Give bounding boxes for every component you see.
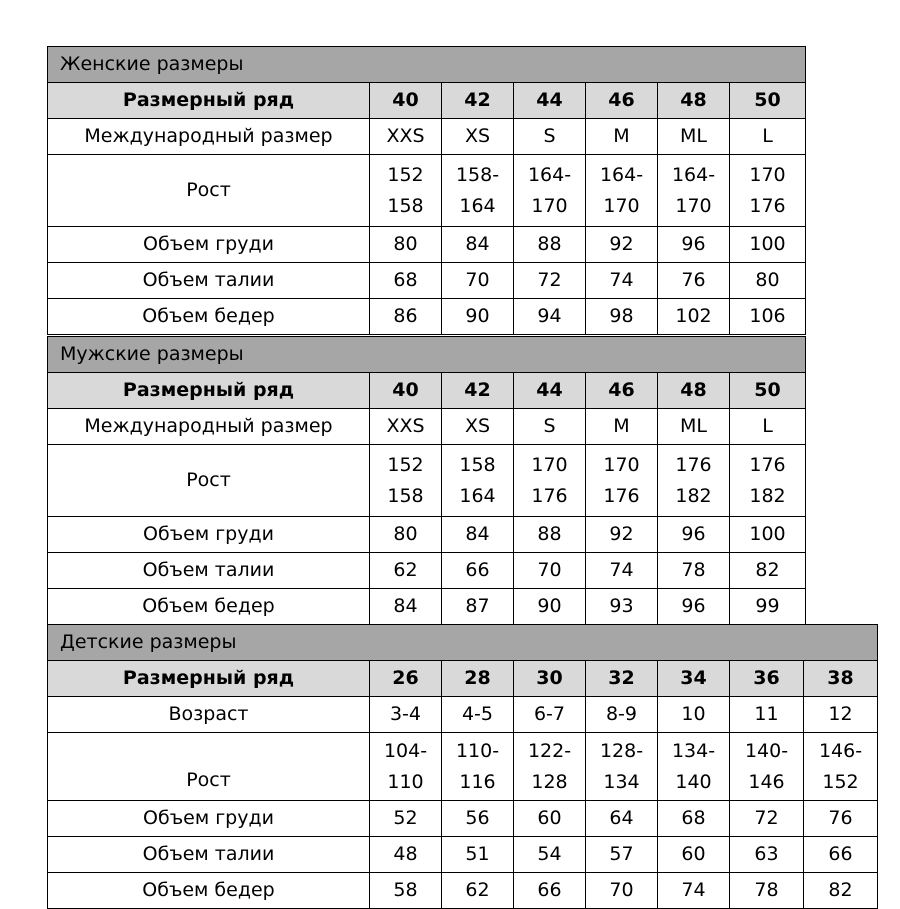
- value-cell: 64: [586, 801, 658, 837]
- value-cell: 74: [586, 553, 658, 589]
- value-cell: 170 176: [586, 445, 658, 517]
- value-cell: XS: [442, 119, 514, 155]
- value-cell: 51: [442, 837, 514, 873]
- value-cell: 80: [730, 263, 806, 299]
- women-size-cell: 46: [586, 83, 658, 119]
- table-row: [48, 553, 806, 589]
- value-cell: 54: [514, 837, 586, 873]
- women-size-table: [47, 46, 806, 335]
- men-section-title: Мужские размеры: [48, 337, 806, 373]
- women-size-cell: 40: [370, 83, 442, 119]
- value-cell: 76: [804, 801, 878, 837]
- value-cell: 8-9: [586, 697, 658, 733]
- value-cell: 93: [586, 589, 658, 625]
- value-cell: 90: [514, 589, 586, 625]
- row-label: Объем бедер: [48, 873, 370, 909]
- value-cell: 68: [370, 263, 442, 299]
- value-cell: 6-7: [514, 697, 586, 733]
- value-cell: 99: [730, 589, 806, 625]
- table-row: [48, 155, 806, 227]
- value-cell: 60: [514, 801, 586, 837]
- kids-size-cell: 32: [586, 661, 658, 697]
- value-cell: 96: [658, 589, 730, 625]
- value-cell: S: [514, 409, 586, 445]
- row-label: Рост: [48, 445, 370, 517]
- table-row: [48, 227, 806, 263]
- women-size-cell: 42: [442, 83, 514, 119]
- table-row: [48, 697, 878, 733]
- row-label: Объем груди: [48, 801, 370, 837]
- value-cell: 80: [370, 227, 442, 263]
- value-cell: 122- 128: [514, 733, 586, 801]
- value-cell: 90: [442, 299, 514, 335]
- value-cell: 158- 164: [442, 155, 514, 227]
- value-cell: 98: [586, 299, 658, 335]
- value-cell: 66: [514, 873, 586, 909]
- value-cell: 62: [442, 873, 514, 909]
- value-cell: 84: [370, 589, 442, 625]
- value-cell: 78: [658, 553, 730, 589]
- row-label: Возраст: [48, 697, 370, 733]
- table-row: [48, 409, 806, 445]
- table-row: [48, 119, 806, 155]
- value-cell: 92: [586, 227, 658, 263]
- value-cell: 74: [586, 263, 658, 299]
- value-cell: 10: [658, 697, 730, 733]
- men-size-cell: 48: [658, 373, 730, 409]
- row-label: Рост: [48, 733, 370, 801]
- table-row: [48, 589, 806, 625]
- men-size-cell: 50: [730, 373, 806, 409]
- value-cell: 70: [514, 553, 586, 589]
- men-size-table: [47, 336, 806, 625]
- table-row: [48, 837, 878, 873]
- men-size-cell: 46: [586, 373, 658, 409]
- kids-size-cell: 30: [514, 661, 586, 697]
- value-cell: 63: [730, 837, 804, 873]
- value-cell: M: [586, 409, 658, 445]
- row-label: Объем груди: [48, 517, 370, 553]
- value-cell: 146- 152: [804, 733, 878, 801]
- value-cell: 78: [730, 873, 804, 909]
- value-cell: 152 158: [370, 155, 442, 227]
- value-cell: 164- 170: [586, 155, 658, 227]
- kids-size-cell: 28: [442, 661, 514, 697]
- men-header-label: Размерный ряд: [48, 373, 370, 409]
- value-cell: 104- 110: [370, 733, 442, 801]
- women-size-cell: 50: [730, 83, 806, 119]
- table-row: [48, 873, 878, 909]
- kids-size-cell: 26: [370, 661, 442, 697]
- row-label: Объем талии: [48, 553, 370, 589]
- value-cell: 110- 116: [442, 733, 514, 801]
- value-cell: 96: [658, 517, 730, 553]
- value-cell: 86: [370, 299, 442, 335]
- row-label: Международный размер: [48, 119, 370, 155]
- row-label: Объем груди: [48, 227, 370, 263]
- value-cell: 52: [370, 801, 442, 837]
- table-row: [48, 263, 806, 299]
- value-cell: M: [586, 119, 658, 155]
- value-cell: 48: [370, 837, 442, 873]
- row-label: Международный размер: [48, 409, 370, 445]
- value-cell: 100: [730, 227, 806, 263]
- kids-size-cell: 38: [804, 661, 878, 697]
- value-cell: 82: [804, 873, 878, 909]
- value-cell: 164- 170: [514, 155, 586, 227]
- value-cell: XXS: [370, 119, 442, 155]
- value-cell: 158 164: [442, 445, 514, 517]
- value-cell: 170 176: [730, 155, 806, 227]
- table-row: [48, 299, 806, 335]
- women-section-title: Женские размеры: [48, 47, 806, 83]
- men-size-cell: 40: [370, 373, 442, 409]
- value-cell: 170 176: [514, 445, 586, 517]
- value-cell: 70: [586, 873, 658, 909]
- value-cell: 12: [804, 697, 878, 733]
- kids-size-cell: 34: [658, 661, 730, 697]
- women-size-cell: 44: [514, 83, 586, 119]
- men-size-cell: 44: [514, 373, 586, 409]
- value-cell: 68: [658, 801, 730, 837]
- kids-size-cell: 36: [730, 661, 804, 697]
- value-cell: 84: [442, 517, 514, 553]
- kids-section-title: Детские размеры: [48, 625, 878, 661]
- value-cell: L: [730, 119, 806, 155]
- value-cell: 176 182: [658, 445, 730, 517]
- value-cell: 87: [442, 589, 514, 625]
- value-cell: 106: [730, 299, 806, 335]
- value-cell: 80: [370, 517, 442, 553]
- value-cell: 88: [514, 517, 586, 553]
- value-cell: 4-5: [442, 697, 514, 733]
- value-cell: 134- 140: [658, 733, 730, 801]
- value-cell: 58: [370, 873, 442, 909]
- value-cell: 72: [730, 801, 804, 837]
- value-cell: XXS: [370, 409, 442, 445]
- women-size-cell: 48: [658, 83, 730, 119]
- value-cell: 72: [514, 263, 586, 299]
- table-row: [48, 517, 806, 553]
- row-label: Объем бедер: [48, 299, 370, 335]
- value-cell: 3-4: [370, 697, 442, 733]
- value-cell: 102: [658, 299, 730, 335]
- value-cell: 57: [586, 837, 658, 873]
- value-cell: 66: [442, 553, 514, 589]
- value-cell: XS: [442, 409, 514, 445]
- table-row: [48, 733, 878, 801]
- value-cell: L: [730, 409, 806, 445]
- value-cell: 66: [804, 837, 878, 873]
- row-label: Объем бедер: [48, 589, 370, 625]
- kids-header-label: Размерный ряд: [48, 661, 370, 697]
- row-label: Рост: [48, 155, 370, 227]
- value-cell: 100: [730, 517, 806, 553]
- value-cell: 76: [658, 263, 730, 299]
- value-cell: 96: [658, 227, 730, 263]
- value-cell: 152 158: [370, 445, 442, 517]
- value-cell: 56: [442, 801, 514, 837]
- value-cell: 11: [730, 697, 804, 733]
- row-label: Объем талии: [48, 263, 370, 299]
- value-cell: 92: [586, 517, 658, 553]
- women-header-label: Размерный ряд: [48, 83, 370, 119]
- value-cell: 70: [442, 263, 514, 299]
- table-row: [48, 801, 878, 837]
- value-cell: 74: [658, 873, 730, 909]
- value-cell: 94: [514, 299, 586, 335]
- value-cell: S: [514, 119, 586, 155]
- value-cell: 176 182: [730, 445, 806, 517]
- value-cell: 62: [370, 553, 442, 589]
- value-cell: 164- 170: [658, 155, 730, 227]
- value-cell: 60: [658, 837, 730, 873]
- table-row: [48, 445, 806, 517]
- value-cell: 140- 146: [730, 733, 804, 801]
- value-cell: ML: [658, 119, 730, 155]
- men-size-cell: 42: [442, 373, 514, 409]
- value-cell: 84: [442, 227, 514, 263]
- kids-size-table: [47, 624, 878, 909]
- value-cell: 88: [514, 227, 586, 263]
- row-label: Объем талии: [48, 837, 370, 873]
- value-cell: 82: [730, 553, 806, 589]
- value-cell: ML: [658, 409, 730, 445]
- value-cell: 128- 134: [586, 733, 658, 801]
